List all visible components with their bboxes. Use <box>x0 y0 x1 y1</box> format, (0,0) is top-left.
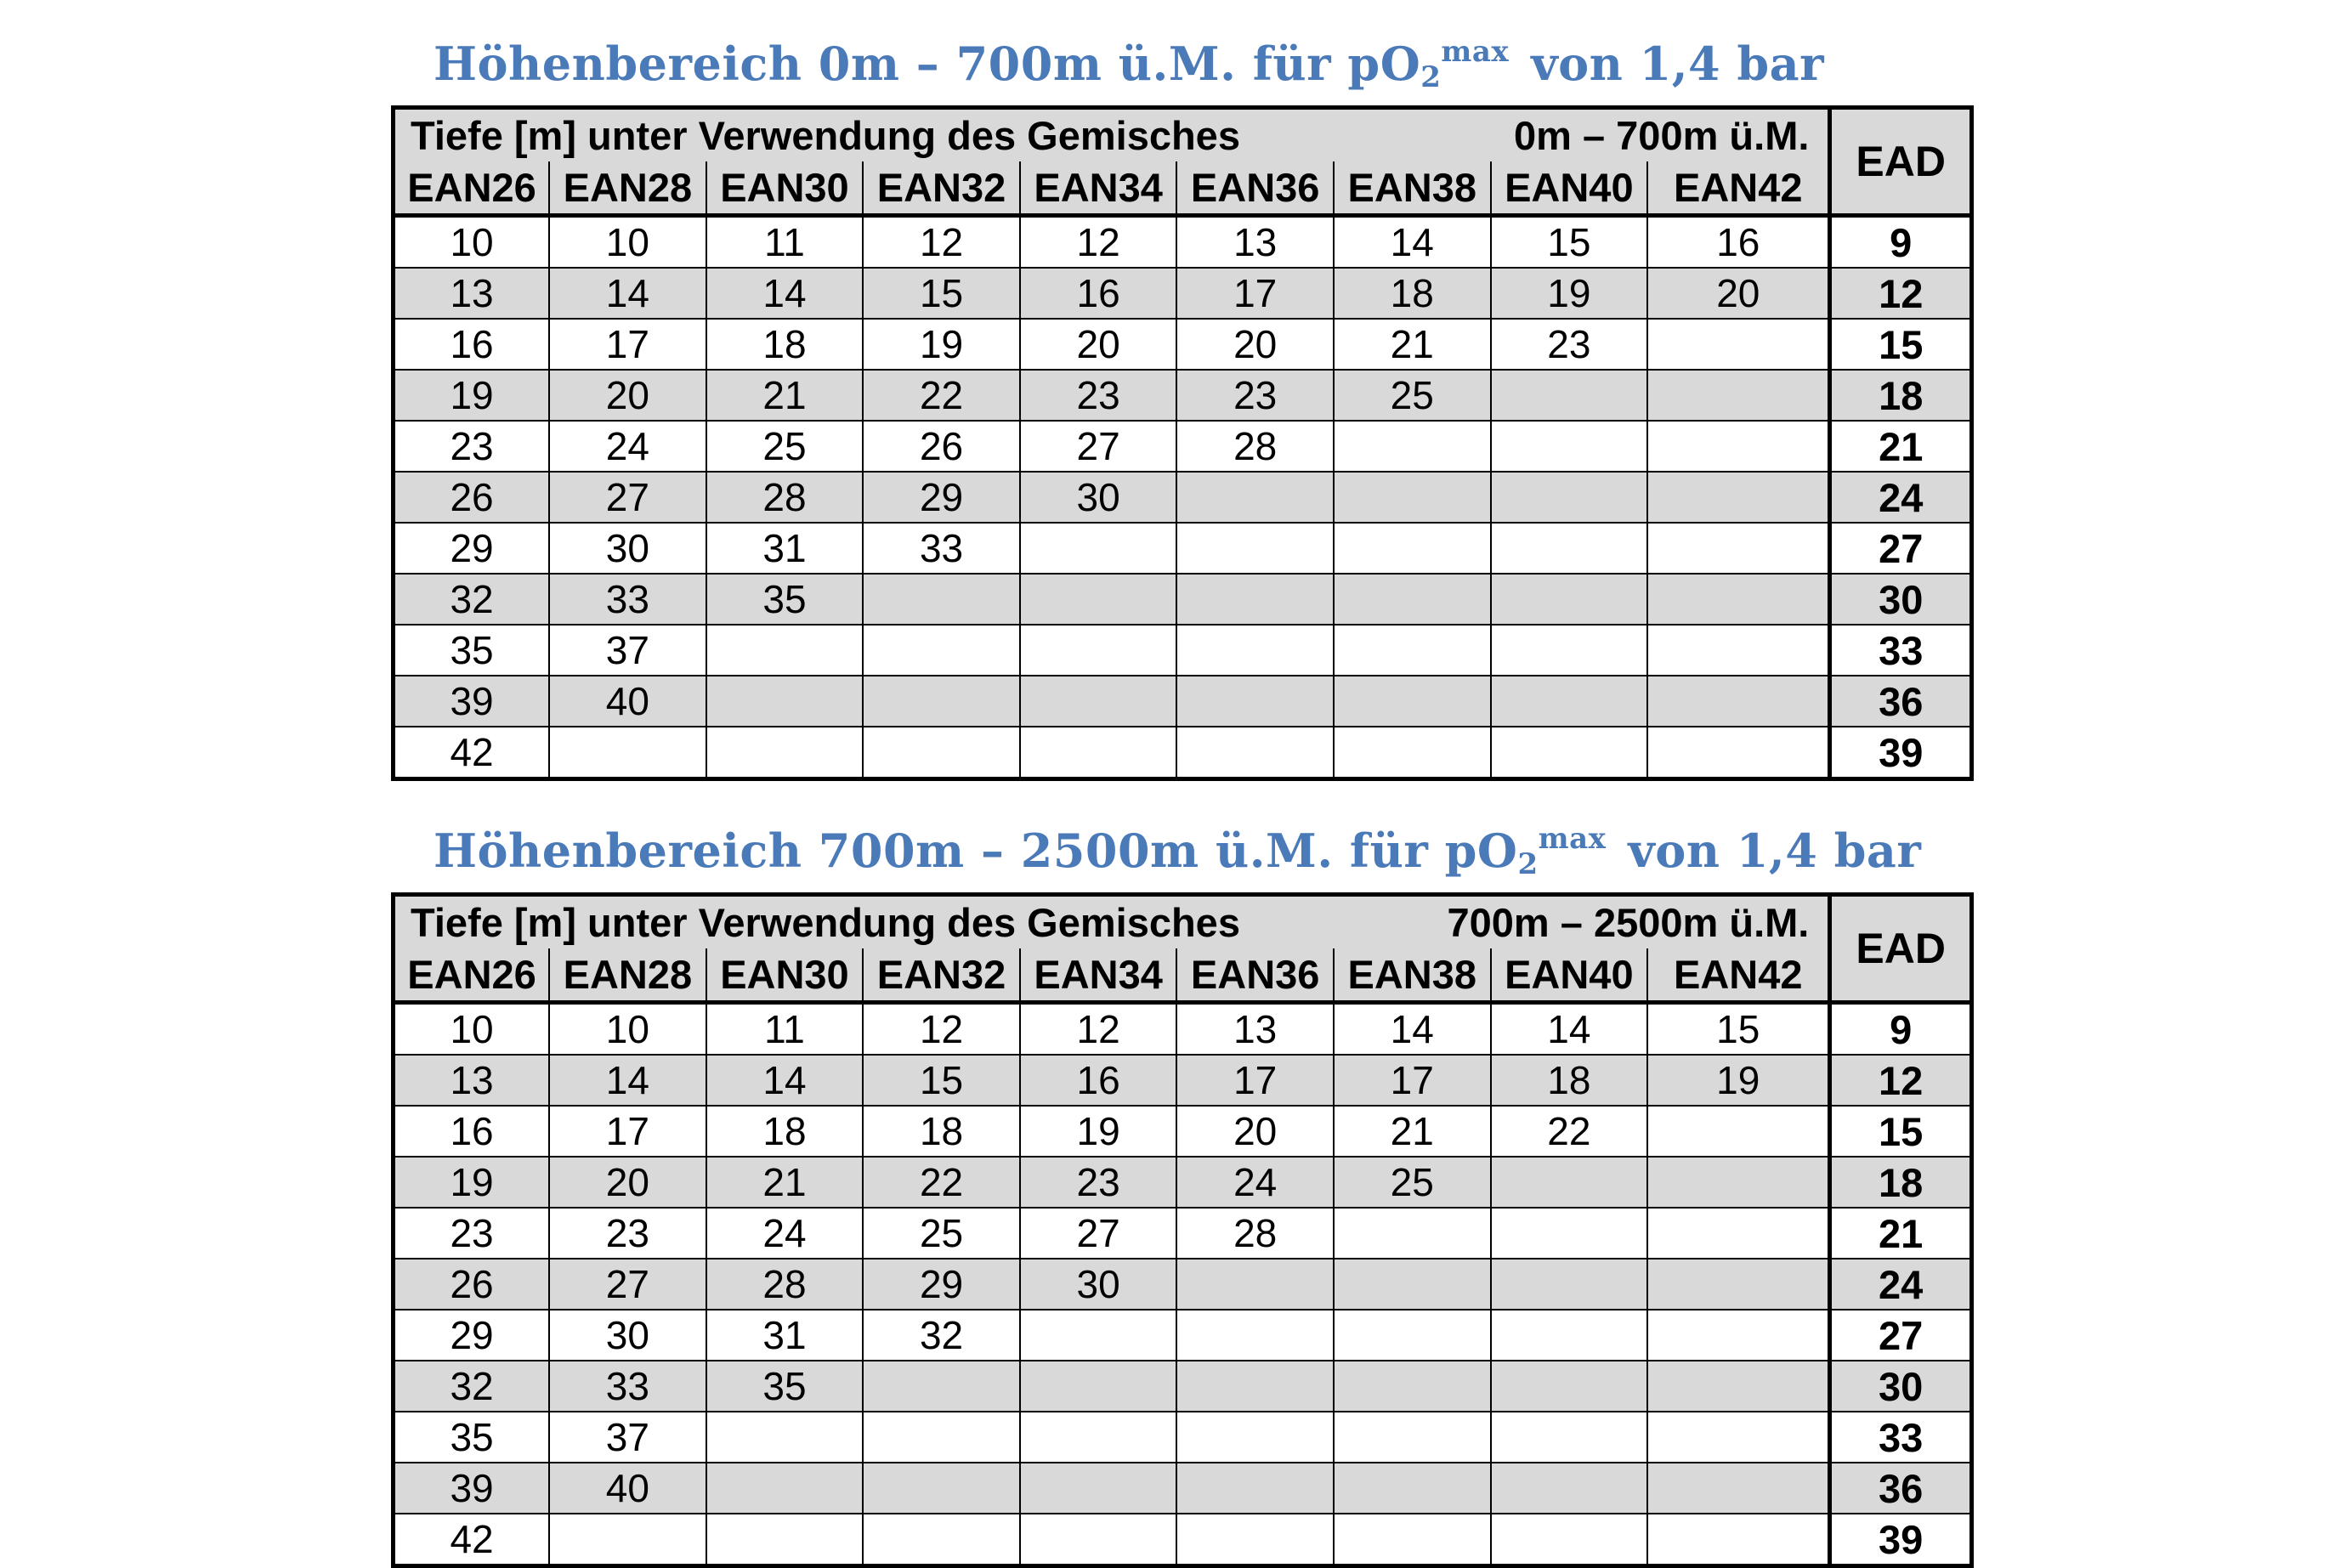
depth-cell <box>1334 727 1491 779</box>
depth-cell: 28 <box>706 472 864 523</box>
depth-cell <box>706 625 864 676</box>
depth-cell: 12 <box>1020 216 1177 269</box>
nitrox-depth-table <box>391 105 1974 781</box>
column-header: EAN42 <box>1647 161 1830 216</box>
ead-cell: 30 <box>1830 1361 1972 1412</box>
depth-cell: 16 <box>394 319 550 370</box>
depth-cell: 20 <box>1020 319 1177 370</box>
depth-cell <box>1176 676 1334 727</box>
depth-cell: 33 <box>549 1361 706 1412</box>
depth-cell <box>1020 574 1177 625</box>
column-header: EAN30 <box>706 948 864 1003</box>
depth-cell: 14 <box>1334 1003 1491 1056</box>
ead-cell: 36 <box>1830 676 1972 727</box>
depth-cell <box>1491 1259 1648 1310</box>
depth-cell: 40 <box>549 676 706 727</box>
depth-cell <box>706 1412 864 1463</box>
depth-cell <box>1491 625 1648 676</box>
depth-cell: 35 <box>706 574 864 625</box>
ead-cell: 12 <box>1830 268 1972 319</box>
depth-cell: 35 <box>706 1361 864 1412</box>
depth-cell <box>1176 1412 1334 1463</box>
depth-cell <box>706 676 864 727</box>
column-header: EAN30 <box>706 161 864 216</box>
depth-cell <box>1020 1361 1177 1412</box>
section-title <box>434 19 1974 94</box>
depth-cell <box>1334 1361 1491 1412</box>
depth-cell <box>1334 1463 1491 1514</box>
depth-cell <box>1647 676 1830 727</box>
table-row <box>394 1361 1972 1412</box>
depth-cell <box>1491 676 1648 727</box>
depth-cell <box>1334 1412 1491 1463</box>
depth-cell <box>1491 421 1648 472</box>
ead-cell: 18 <box>1830 1157 1972 1208</box>
depth-cell: 23 <box>1020 370 1177 421</box>
depth-cell: 25 <box>706 421 864 472</box>
depth-cell <box>1647 319 1830 370</box>
table-row <box>394 523 1972 574</box>
depth-cell: 12 <box>863 1003 1020 1056</box>
depth-cell <box>1020 727 1177 779</box>
depth-cell: 22 <box>863 370 1020 421</box>
depth-cell: 30 <box>1020 472 1177 523</box>
depth-cell: 28 <box>1176 1208 1334 1259</box>
depth-cell <box>1647 1310 1830 1361</box>
ead-column-header: EAD <box>1830 895 1972 1003</box>
table-row <box>394 216 1972 269</box>
depth-cell: 27 <box>1020 1208 1177 1259</box>
title-prefix: Höhenbereich 0m – 700m ü.M. für pO <box>434 37 1421 91</box>
depth-cell: 18 <box>706 1106 864 1157</box>
ead-cell: 18 <box>1830 370 1972 421</box>
ead-cell: 9 <box>1830 1003 1972 1056</box>
depth-cell <box>1647 1259 1830 1310</box>
depth-cell <box>863 1463 1020 1514</box>
depth-cell: 14 <box>706 268 864 319</box>
depth-cell: 18 <box>1334 268 1491 319</box>
depth-cell: 10 <box>549 216 706 269</box>
depth-cell: 10 <box>394 1003 550 1056</box>
depth-cell: 17 <box>1176 268 1334 319</box>
depth-cell: 33 <box>863 523 1020 574</box>
table-row <box>394 1259 1972 1310</box>
depth-cell <box>1020 1514 1177 1566</box>
depth-cell: 23 <box>1491 319 1648 370</box>
ead-cell: 9 <box>1830 216 1972 269</box>
depth-cell <box>1491 1208 1648 1259</box>
depth-cell <box>1176 1259 1334 1310</box>
depth-cell <box>1176 625 1334 676</box>
depth-cell: 21 <box>706 370 864 421</box>
depth-cell: 19 <box>863 319 1020 370</box>
depth-cell <box>1491 574 1648 625</box>
ead-cell: 36 <box>1830 1463 1972 1514</box>
title-prefix: Höhenbereich 700m – 2500m ü.M. für pO <box>434 824 1518 878</box>
altitude-range-label: 700m – 2500m ü.M. <box>1447 900 1810 945</box>
depth-cell <box>1020 1310 1177 1361</box>
column-header: EAN28 <box>549 948 706 1003</box>
depth-cell <box>1647 1514 1830 1566</box>
depth-cell: 30 <box>549 1310 706 1361</box>
depth-cell <box>1020 1463 1177 1514</box>
depth-cell: 13 <box>394 268 550 319</box>
depth-cell <box>1176 574 1334 625</box>
depth-cell <box>1334 676 1491 727</box>
depth-cell <box>1647 523 1830 574</box>
depth-cell <box>1647 1208 1830 1259</box>
ead-cell: 33 <box>1830 1412 1972 1463</box>
ead-cell: 27 <box>1830 523 1972 574</box>
depth-cell <box>1176 1361 1334 1412</box>
table-row <box>394 268 1972 319</box>
depth-cell: 16 <box>1020 1055 1177 1106</box>
depth-cell: 19 <box>394 370 550 421</box>
column-header: EAN38 <box>1334 161 1491 216</box>
depth-cell: 17 <box>1334 1055 1491 1106</box>
table-caption <box>394 108 1830 162</box>
depth-cell: 14 <box>549 1055 706 1106</box>
table-row <box>394 472 1972 523</box>
depth-cell <box>1176 727 1334 779</box>
depth-cell: 20 <box>549 1157 706 1208</box>
depth-cell: 42 <box>394 1514 550 1566</box>
depth-cell: 17 <box>549 319 706 370</box>
depth-cell: 28 <box>706 1259 864 1310</box>
depth-cell: 25 <box>1334 370 1491 421</box>
table-row <box>394 1514 1972 1566</box>
depth-cell: 15 <box>1647 1003 1830 1056</box>
column-header: EAN42 <box>1647 948 1830 1003</box>
depth-cell <box>1491 370 1648 421</box>
depth-cell <box>1647 472 1830 523</box>
depth-cell <box>1334 574 1491 625</box>
ead-cell: 21 <box>1830 421 1972 472</box>
depth-cell <box>1176 1463 1334 1514</box>
column-header: EAN32 <box>863 161 1020 216</box>
depth-cell: 25 <box>1334 1157 1491 1208</box>
column-header: EAN34 <box>1020 161 1177 216</box>
depth-cell <box>1647 421 1830 472</box>
depth-cell: 20 <box>549 370 706 421</box>
depth-cell <box>1334 1208 1491 1259</box>
depth-cell <box>1334 625 1491 676</box>
depth-cell <box>1647 1106 1830 1157</box>
depth-cell: 21 <box>1334 319 1491 370</box>
depth-cell <box>549 727 706 779</box>
table-row <box>394 1208 1972 1259</box>
depth-cell: 28 <box>1176 421 1334 472</box>
depth-cell: 14 <box>706 1055 864 1106</box>
section-700-2500m <box>391 806 1974 1568</box>
ead-cell: 39 <box>1830 727 1972 779</box>
title-superscript: max <box>1538 822 1607 856</box>
depth-cell <box>1176 523 1334 574</box>
table-body <box>394 216 1972 779</box>
depth-cell <box>1334 1514 1491 1566</box>
depth-cell <box>1491 472 1648 523</box>
depth-cell <box>1334 1259 1491 1310</box>
depth-cell: 25 <box>863 1208 1020 1259</box>
depth-cell <box>863 1514 1020 1566</box>
table-row <box>394 1310 1972 1361</box>
depth-cell <box>863 676 1020 727</box>
table-row <box>394 625 1972 676</box>
title-subscript: 2 <box>1420 60 1442 94</box>
depth-cell: 29 <box>394 1310 550 1361</box>
depth-cell: 33 <box>549 574 706 625</box>
ead-cell: 27 <box>1830 1310 1972 1361</box>
depth-cell: 21 <box>706 1157 864 1208</box>
depth-cell <box>1491 1514 1648 1566</box>
ead-cell: 21 <box>1830 1208 1972 1259</box>
ead-cell: 30 <box>1830 574 1972 625</box>
depth-cell: 14 <box>1491 1003 1648 1056</box>
depth-cell <box>1491 1361 1648 1412</box>
depth-cell <box>1020 676 1177 727</box>
depth-cell: 12 <box>1020 1003 1177 1056</box>
table-row <box>394 421 1972 472</box>
depth-cell: 29 <box>863 1259 1020 1310</box>
column-header: EAN38 <box>1334 948 1491 1003</box>
depth-cell: 35 <box>394 1412 550 1463</box>
depth-cell: 22 <box>1491 1106 1648 1157</box>
depth-cell <box>1491 1310 1648 1361</box>
caption-text: Tiefe [m] unter Verwendung des Gemisches <box>411 113 1240 158</box>
depth-cell <box>863 727 1020 779</box>
depth-cell: 15 <box>1491 216 1648 269</box>
depth-cell <box>1491 1157 1648 1208</box>
depth-cell: 13 <box>394 1055 550 1106</box>
column-header: EAN40 <box>1491 161 1648 216</box>
column-header: EAN36 <box>1176 161 1334 216</box>
depth-cell <box>1647 727 1830 779</box>
depth-cell: 18 <box>863 1106 1020 1157</box>
table-row <box>394 1157 1972 1208</box>
column-header: EAN32 <box>863 948 1020 1003</box>
depth-cell: 20 <box>1176 319 1334 370</box>
depth-cell <box>1334 421 1491 472</box>
depth-cell: 18 <box>706 319 864 370</box>
depth-cell: 27 <box>549 1259 706 1310</box>
depth-cell: 18 <box>1491 1055 1648 1106</box>
ead-cell: 15 <box>1830 319 1972 370</box>
table-row <box>394 676 1972 727</box>
depth-cell: 10 <box>394 216 550 269</box>
depth-cell: 19 <box>1491 268 1648 319</box>
depth-cell: 35 <box>394 625 550 676</box>
depth-cell: 19 <box>1647 1055 1830 1106</box>
depth-cell <box>549 1514 706 1566</box>
depth-cell <box>863 574 1020 625</box>
ead-cell: 12 <box>1830 1055 1972 1106</box>
column-header: EAN36 <box>1176 948 1334 1003</box>
depth-cell <box>1647 1157 1830 1208</box>
depth-cell: 31 <box>706 1310 864 1361</box>
altitude-range-label: 0m – 700m ü.M. <box>1513 113 1810 158</box>
table-body <box>394 1003 1972 1566</box>
depth-cell: 39 <box>394 676 550 727</box>
title-suffix: von 1,4 bar <box>1628 824 1922 878</box>
column-header: EAN34 <box>1020 948 1177 1003</box>
ead-cell: 39 <box>1830 1514 1972 1566</box>
depth-cell: 26 <box>394 1259 550 1310</box>
table-row <box>394 574 1972 625</box>
depth-cell: 13 <box>1176 216 1334 269</box>
depth-cell: 23 <box>394 421 550 472</box>
depth-cell: 16 <box>1020 268 1177 319</box>
title-suffix: von 1,4 bar <box>1531 37 1825 91</box>
depth-cell <box>863 1361 1020 1412</box>
depth-cell <box>706 1463 864 1514</box>
ead-cell: 24 <box>1830 1259 1972 1310</box>
depth-cell: 32 <box>394 1361 550 1412</box>
depth-cell: 23 <box>1020 1157 1177 1208</box>
ead-cell: 15 <box>1830 1106 1972 1157</box>
depth-cell <box>1020 625 1177 676</box>
caption-text: Tiefe [m] unter Verwendung des Gemisches <box>411 900 1240 945</box>
depth-cell: 15 <box>863 268 1020 319</box>
table-row <box>394 370 1972 421</box>
depth-cell: 24 <box>1176 1157 1334 1208</box>
depth-cell <box>1491 1463 1648 1514</box>
column-header: EAN26 <box>394 161 550 216</box>
table-row <box>394 1106 1972 1157</box>
depth-cell <box>1491 727 1648 779</box>
depth-cell: 11 <box>706 1003 864 1056</box>
depth-cell: 21 <box>1334 1106 1491 1157</box>
depth-cell <box>706 1514 864 1566</box>
depth-cell: 42 <box>394 727 550 779</box>
depth-cell: 23 <box>549 1208 706 1259</box>
depth-cell: 16 <box>394 1106 550 1157</box>
ead-cell: 24 <box>1830 472 1972 523</box>
depth-cell: 17 <box>1176 1055 1334 1106</box>
ead-cell: 33 <box>1830 625 1972 676</box>
depth-cell: 32 <box>863 1310 1020 1361</box>
depth-cell: 20 <box>1176 1106 1334 1157</box>
depth-cell: 14 <box>1334 216 1491 269</box>
depth-cell: 27 <box>1020 421 1177 472</box>
depth-cell <box>863 625 1020 676</box>
depth-cell <box>1334 472 1491 523</box>
depth-cell: 30 <box>549 523 706 574</box>
depth-cell <box>1176 472 1334 523</box>
depth-cell: 29 <box>863 472 1020 523</box>
table-row <box>394 1003 1972 1056</box>
depth-cell: 11 <box>706 216 864 269</box>
depth-cell: 17 <box>549 1106 706 1157</box>
depth-cell: 30 <box>1020 1259 1177 1310</box>
depth-cell: 37 <box>549 625 706 676</box>
depth-cell: 26 <box>394 472 550 523</box>
title-subscript: 2 <box>1517 847 1539 881</box>
depth-cell <box>1020 1412 1177 1463</box>
depth-cell <box>706 727 864 779</box>
depth-cell <box>1647 1361 1830 1412</box>
depth-cell: 19 <box>1020 1106 1177 1157</box>
depth-cell: 29 <box>394 523 550 574</box>
nitrox-depth-table <box>391 892 1974 1568</box>
depth-cell: 22 <box>863 1157 1020 1208</box>
depth-cell: 40 <box>549 1463 706 1514</box>
section-title <box>434 806 1974 881</box>
depth-cell: 20 <box>1647 268 1830 319</box>
depth-cell: 19 <box>394 1157 550 1208</box>
depth-cell: 13 <box>1176 1003 1334 1056</box>
depth-cell <box>1647 370 1830 421</box>
depth-cell <box>1176 1310 1334 1361</box>
depth-cell: 24 <box>549 421 706 472</box>
depth-cell <box>1491 523 1648 574</box>
depth-cell: 15 <box>863 1055 1020 1106</box>
section-0-700m <box>391 19 1974 781</box>
depth-cell: 31 <box>706 523 864 574</box>
depth-cell: 14 <box>549 268 706 319</box>
depth-cell: 23 <box>394 1208 550 1259</box>
depth-cell <box>1647 1412 1830 1463</box>
table-row <box>394 1055 1972 1106</box>
column-header: EAN28 <box>549 161 706 216</box>
depth-cell: 23 <box>1176 370 1334 421</box>
depth-cell <box>1334 1310 1491 1361</box>
depth-cell: 32 <box>394 574 550 625</box>
depth-cell <box>1491 1412 1648 1463</box>
depth-cell: 12 <box>863 216 1020 269</box>
table-row <box>394 1412 1972 1463</box>
table-row <box>394 1463 1972 1514</box>
depth-cell <box>863 1412 1020 1463</box>
depth-cell <box>1176 1514 1334 1566</box>
table-caption <box>394 895 1830 949</box>
depth-cell: 24 <box>706 1208 864 1259</box>
depth-cell <box>1647 625 1830 676</box>
depth-cell <box>1020 523 1177 574</box>
title-superscript: max <box>1441 35 1510 69</box>
table-row <box>394 727 1972 779</box>
column-header: EAN26 <box>394 948 550 1003</box>
depth-cell <box>1334 523 1491 574</box>
depth-cell: 16 <box>1647 216 1830 269</box>
depth-cell: 37 <box>549 1412 706 1463</box>
ead-column-header: EAD <box>1830 108 1972 216</box>
depth-cell <box>1647 1463 1830 1514</box>
depth-cell <box>1647 574 1830 625</box>
depth-cell: 26 <box>863 421 1020 472</box>
column-header: EAN40 <box>1491 948 1648 1003</box>
depth-cell: 39 <box>394 1463 550 1514</box>
table-row <box>394 319 1972 370</box>
depth-cell: 10 <box>549 1003 706 1056</box>
depth-cell: 27 <box>549 472 706 523</box>
